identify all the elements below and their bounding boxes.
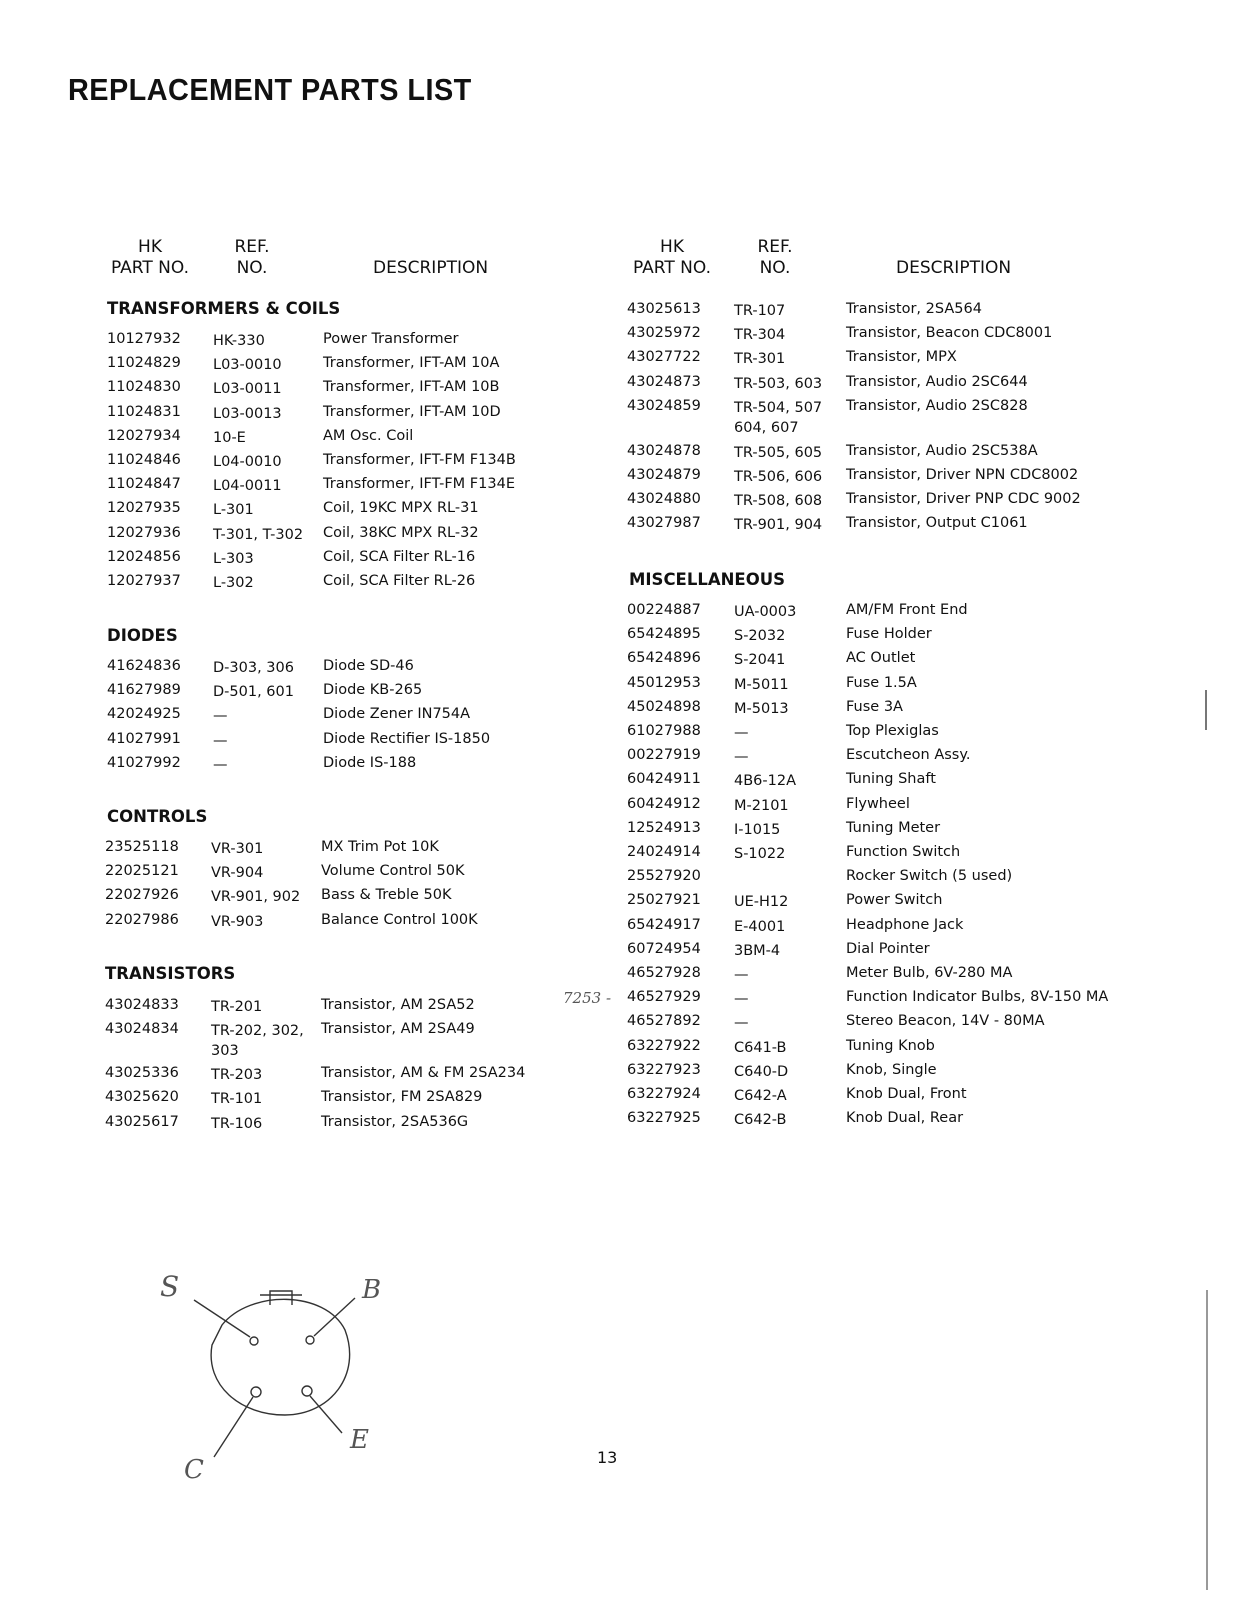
part-description: Tuning Meter	[846, 819, 941, 836]
ref-number	[211, 1065, 262, 1085]
ref-number-line: S-2032	[734, 628, 786, 645]
part-number: 46527929	[627, 989, 701, 1006]
ref-number	[211, 887, 300, 907]
ref-number-line: M-5013	[734, 700, 789, 717]
part-description: Transformer, IFT-AM 10D	[323, 403, 501, 420]
part-description: AM/FM Front End	[846, 602, 968, 618]
section-title-controls: CONTROLS	[107, 807, 208, 826]
part-description: Fuse 3A	[846, 698, 903, 715]
ref-number	[213, 706, 228, 726]
ref-number-line: S-2041	[734, 652, 786, 669]
ref-number-line: I-1015	[734, 821, 781, 838]
part-description: Transistor, 2SA536G	[321, 1113, 469, 1130]
part-description: Power Switch	[846, 892, 943, 909]
ref-number-line: —	[734, 749, 749, 766]
ref-number	[734, 491, 822, 511]
pin-b	[306, 1336, 314, 1344]
ref-number-line: 604, 607	[734, 419, 799, 436]
lead-s	[194, 1300, 250, 1337]
ref-number-line: C642-A	[734, 1088, 787, 1104]
part-number: 43024878	[627, 442, 701, 459]
ref-number	[734, 301, 785, 321]
part-number: 11024831	[107, 403, 181, 420]
ref-number	[734, 443, 822, 463]
header-description: DESCRIPTION	[896, 258, 1012, 278]
part-description: Tuning Shaft	[846, 771, 936, 788]
ref-number-line: TR-202, 302,	[211, 1023, 304, 1040]
part-description: Transistor, Audio 2SC644	[846, 373, 1028, 390]
ref-number	[211, 839, 263, 859]
ref-number	[734, 941, 780, 961]
part-description: Headphone Jack	[846, 916, 964, 933]
ref-number-line: E-4001	[734, 918, 786, 935]
part-number: 61027988	[627, 723, 701, 739]
part-description: Transistor, AM & FM 2SA234	[321, 1065, 526, 1082]
part-description: Knob, Single	[846, 1061, 937, 1078]
part-description: Flywheel	[846, 795, 910, 812]
ref-number	[213, 404, 282, 424]
ref-number-line: —	[734, 1015, 749, 1032]
part-number: 42024925	[107, 706, 181, 723]
part-number: 46527892	[627, 1013, 701, 1030]
pin-s	[250, 1337, 258, 1345]
part-description: Transistor, MPX	[846, 349, 957, 366]
ref-number-line: L03-0010	[213, 357, 282, 374]
page-number: 13	[597, 1448, 618, 1467]
ref-number	[734, 965, 749, 985]
ref-number-line: TR-505, 605	[734, 444, 823, 461]
ref-number-line: TR-508, 608	[734, 493, 823, 510]
ref-number-line: VR-903	[211, 913, 264, 930]
part-number: 43024859	[627, 397, 701, 414]
ref-number	[213, 682, 294, 702]
part-number: 43025336	[105, 1065, 179, 1082]
part-description: Rocker Switch (5 used)	[846, 868, 1013, 885]
ref-number	[213, 379, 282, 399]
ref-number-line: TR-901, 904	[734, 517, 823, 534]
ref-number-line: TR-301	[734, 351, 786, 368]
part-description: Fuse Holder	[846, 626, 932, 643]
part-description: Tuning Knob	[846, 1037, 935, 1054]
part-number: 11024830	[107, 379, 181, 396]
part-number: 60424912	[627, 795, 701, 812]
ref-number	[213, 573, 254, 593]
part-number: 60424911	[627, 771, 701, 788]
ref-number	[734, 771, 796, 791]
ref-number	[213, 452, 282, 472]
ref-number-line: —	[734, 991, 749, 1008]
part-number: 43025617	[105, 1113, 179, 1130]
part-description: Transistor, Audio 2SC828	[846, 397, 1028, 414]
ref-number	[734, 1013, 749, 1033]
part-description: Transistor, Output C1061	[846, 515, 1028, 532]
ref-number-line: TR-506, 606	[734, 469, 823, 485]
part-description: Balance Control 100K	[321, 911, 478, 928]
part-number: 41027992	[107, 754, 181, 771]
pinout-tab	[270, 1291, 292, 1305]
part-description: Knob Dual, Rear	[846, 1110, 964, 1127]
pin-label-e: E	[350, 1425, 369, 1455]
part-description: Knob Dual, Front	[846, 1086, 967, 1102]
part-number: 41624836	[107, 658, 181, 674]
ref-number-line: 303	[211, 1043, 239, 1060]
ref-number	[734, 699, 789, 719]
ref-number	[734, 892, 788, 912]
part-number: 00224887	[627, 602, 701, 618]
part-number: 65424896	[627, 650, 701, 667]
ref-number-line: 10-E	[213, 429, 246, 446]
ref-number-line: M-2101	[734, 797, 789, 814]
part-number: 25527920	[627, 868, 701, 885]
ref-number-line: TR-304	[734, 327, 786, 344]
ref-number-line: TR-101	[211, 1091, 263, 1108]
scan-edge-mark	[1205, 690, 1207, 730]
part-number: 12024856	[107, 548, 181, 565]
ref-number	[734, 820, 780, 840]
ref-number-line: L-303	[213, 550, 254, 567]
part-description: Meter Bulb, 6V-280 MA	[846, 965, 1013, 981]
part-number: 12027934	[107, 427, 181, 444]
ref-number-line: TR-504, 507	[734, 399, 823, 416]
ref-number	[211, 863, 263, 883]
part-number: 45012953	[627, 674, 701, 691]
ref-number	[213, 658, 294, 678]
part-number: 22025121	[105, 863, 179, 880]
ref-number	[213, 428, 246, 448]
part-description: Coil, 38KC MPX RL-32	[323, 524, 479, 541]
section-title-misc: MISCELLANEOUS	[629, 570, 786, 589]
ref-number-line: —	[213, 732, 228, 749]
ref-number-line: D-501, 601	[213, 684, 294, 701]
part-description: Coil, 19KC MPX RL-31	[323, 500, 479, 517]
ref-number	[211, 1021, 304, 1061]
pin-c	[251, 1387, 261, 1397]
part-description: Top Plexiglas	[846, 723, 939, 739]
ref-number-line: VR-901, 902	[211, 889, 301, 906]
part-number: 63227924	[627, 1086, 701, 1102]
ref-number-line: —	[734, 725, 749, 741]
ref-number	[734, 844, 785, 864]
part-number: 22027986	[105, 911, 179, 928]
part-number: 43025620	[105, 1089, 179, 1106]
section-title-transformers: TRANSFORMERS & COILS	[107, 299, 341, 318]
part-description: Coil, SCA Filter RL-26	[323, 573, 476, 589]
pin-e	[302, 1386, 312, 1396]
ref-number	[211, 997, 262, 1017]
part-description: Transistor, AM 2SA49	[321, 1021, 475, 1038]
part-number: 41027991	[107, 730, 181, 747]
part-description: AC Outlet	[846, 650, 916, 667]
ref-number-line: 4B6-12A	[734, 773, 797, 790]
part-number: 11024847	[107, 476, 181, 493]
part-number: 10127932	[107, 331, 181, 347]
part-description: Diode KB-265	[323, 682, 423, 699]
ref-number	[734, 1062, 788, 1082]
part-number: 63227923	[627, 1061, 701, 1078]
ref-number	[211, 912, 263, 932]
part-description: Diode Rectifier IS-1850	[323, 730, 491, 747]
ref-number-line: TR-106	[211, 1115, 263, 1132]
part-number: 43027987	[627, 515, 701, 532]
part-description: MX Trim Pot 10K	[321, 839, 439, 855]
part-description: Transistor, AM 2SA52	[321, 997, 475, 1013]
part-number: 43027722	[627, 349, 701, 366]
part-number: 23525118	[105, 839, 179, 855]
ref-number	[734, 398, 822, 438]
pin-label-c: C	[184, 1455, 204, 1485]
ref-number	[734, 349, 785, 369]
ref-number-line: C642-B	[734, 1112, 787, 1129]
part-number: 43024834	[105, 1021, 179, 1038]
part-description: Function Indicator Bulbs, 8V-150 MA	[846, 989, 1109, 1006]
part-description: Escutcheon Assy.	[846, 747, 971, 764]
part-description: Power Transformer	[323, 331, 459, 347]
part-description: Dial Pointer	[846, 940, 930, 957]
part-description: Transistor, Audio 2SC538A	[846, 442, 1038, 459]
part-description: Diode IS-188	[323, 754, 417, 771]
header-part-no: HK PART NO.	[111, 237, 189, 278]
ref-number-line: VR-301	[211, 841, 264, 857]
ref-number	[734, 917, 785, 937]
ref-number-line: —	[213, 708, 228, 725]
ref-number-line: D-303, 306	[213, 660, 294, 676]
part-description: Transistor, Driver NPN CDC8002	[846, 467, 1079, 483]
ref-number	[734, 1038, 786, 1058]
ref-number-line: L04-0010	[213, 454, 282, 470]
ref-number	[734, 602, 796, 622]
ref-number	[213, 476, 282, 496]
part-description: Volume Control 50K	[321, 863, 465, 880]
part-description: Fuse 1.5A	[846, 674, 917, 691]
header-ref-no: REF. NO.	[234, 237, 270, 278]
part-number: 60724954	[627, 940, 701, 957]
part-description: Transformer, IFT-FM F134E	[323, 476, 515, 493]
part-number: 12027937	[107, 573, 181, 589]
part-number: 46527928	[627, 965, 701, 981]
part-description: AM Osc. Coil	[323, 427, 414, 444]
part-number: 63227922	[627, 1037, 701, 1054]
ref-number-line: —	[734, 967, 749, 983]
ref-number-line: TR-201	[211, 999, 263, 1015]
part-description: Coil, SCA Filter RL-16	[323, 548, 476, 565]
ref-number	[213, 355, 282, 375]
ref-number-line: S-1022	[734, 846, 786, 862]
ref-number	[734, 796, 789, 816]
ref-number	[213, 755, 228, 775]
part-description: Diode SD-46	[323, 658, 414, 674]
part-description: Stereo Beacon, 14V - 80MA	[846, 1013, 1045, 1030]
ref-number	[734, 1086, 787, 1106]
ref-number-line: HK-330	[213, 333, 265, 349]
part-number: 43025972	[627, 325, 701, 342]
ref-number-line: TR-503, 603	[734, 375, 823, 392]
ref-number	[734, 1110, 786, 1130]
pin-label-s: S	[160, 1270, 180, 1303]
part-description: Diode Zener IN754A	[323, 706, 471, 723]
part-number: 43024880	[627, 491, 701, 508]
part-number: 65424917	[627, 916, 701, 933]
ref-number-line: L-302	[213, 575, 254, 591]
ref-number-line: L03-0011	[213, 381, 282, 398]
part-description: Transistor, Beacon CDC8001	[846, 325, 1053, 342]
ref-number	[734, 467, 822, 487]
ref-number-line: 3BM-4	[734, 942, 781, 959]
ref-number	[211, 1089, 262, 1109]
section-title-diodes: DIODES	[107, 626, 178, 645]
ref-number	[211, 1114, 262, 1134]
part-description: Transformer, IFT-FM F134B	[323, 452, 516, 468]
ref-number	[734, 650, 785, 670]
part-description: Transformer, IFT-AM 10B	[323, 379, 500, 396]
part-number: 22027926	[105, 887, 179, 904]
margin-note: 7253 -	[563, 989, 612, 1007]
part-description: Transformer, IFT-AM 10A	[323, 355, 500, 372]
ref-number-line: L-301	[213, 502, 254, 519]
ref-number-line: C641-B	[734, 1039, 787, 1056]
part-number: 65424895	[627, 626, 701, 643]
ref-number	[734, 325, 785, 345]
header-description: DESCRIPTION	[373, 258, 489, 278]
part-description: Transistor, FM 2SA829	[321, 1089, 483, 1106]
lead-b	[314, 1298, 355, 1336]
ref-number-line: TR-203	[211, 1067, 263, 1084]
ref-number-line: L04-0011	[213, 478, 282, 495]
ref-number-line: UE-H12	[734, 894, 789, 911]
ref-number	[213, 525, 303, 545]
part-number: 12027936	[107, 524, 181, 541]
part-number: 24024914	[627, 844, 701, 860]
part-number: 43024879	[627, 467, 701, 483]
pinout-circle	[211, 1299, 350, 1415]
part-number: 12027935	[107, 500, 181, 517]
page-title: REPLACEMENT PARTS LIST	[68, 72, 472, 107]
ref-number	[734, 626, 785, 646]
part-number: 63227925	[627, 1110, 701, 1127]
header-part-no: HK PART NO.	[633, 237, 711, 278]
lead-c	[214, 1397, 253, 1457]
part-number: 11024829	[107, 355, 181, 372]
part-number: 45024898	[627, 698, 701, 715]
ref-number	[213, 731, 228, 751]
ref-number	[213, 549, 254, 569]
ref-number	[734, 747, 749, 767]
ref-number	[734, 675, 789, 695]
part-number: 25027921	[627, 892, 701, 909]
part-number: 00227919	[627, 747, 701, 764]
ref-number	[213, 500, 254, 520]
ref-number	[213, 331, 265, 351]
part-number: 43025613	[627, 301, 701, 317]
ref-number-line: VR-904	[211, 865, 264, 882]
scan-edge-mark	[1206, 1290, 1208, 1590]
header-ref-no: REF. NO.	[757, 237, 793, 278]
ref-number-line: TR-107	[734, 303, 786, 319]
part-number: 43024833	[105, 997, 179, 1013]
section-title-transistors: TRANSISTORS	[105, 964, 236, 983]
ref-number-line: UA-0003	[734, 604, 797, 620]
ref-number	[734, 515, 822, 535]
ref-number	[734, 989, 749, 1009]
ref-number-line: —	[213, 756, 228, 773]
part-number: 43024873	[627, 373, 701, 390]
part-number: 11024846	[107, 452, 181, 468]
part-number: 41627989	[107, 682, 181, 699]
ref-number-line: M-5011	[734, 676, 789, 693]
part-number: 12524913	[627, 819, 701, 836]
ref-number	[734, 374, 822, 394]
ref-number	[734, 723, 749, 743]
pin-label-b: B	[362, 1275, 382, 1305]
ref-number-line: C640-D	[734, 1063, 789, 1080]
ref-number-line: L03-0013	[213, 405, 282, 422]
part-description: Transistor, Driver PNP CDC 9002	[846, 491, 1081, 508]
part-description: Bass & Treble 50K	[321, 887, 452, 904]
part-description: Transistor, 2SA564	[846, 301, 982, 317]
part-description: Function Switch	[846, 844, 961, 860]
ref-number-line: T-301, T-302	[213, 526, 304, 543]
